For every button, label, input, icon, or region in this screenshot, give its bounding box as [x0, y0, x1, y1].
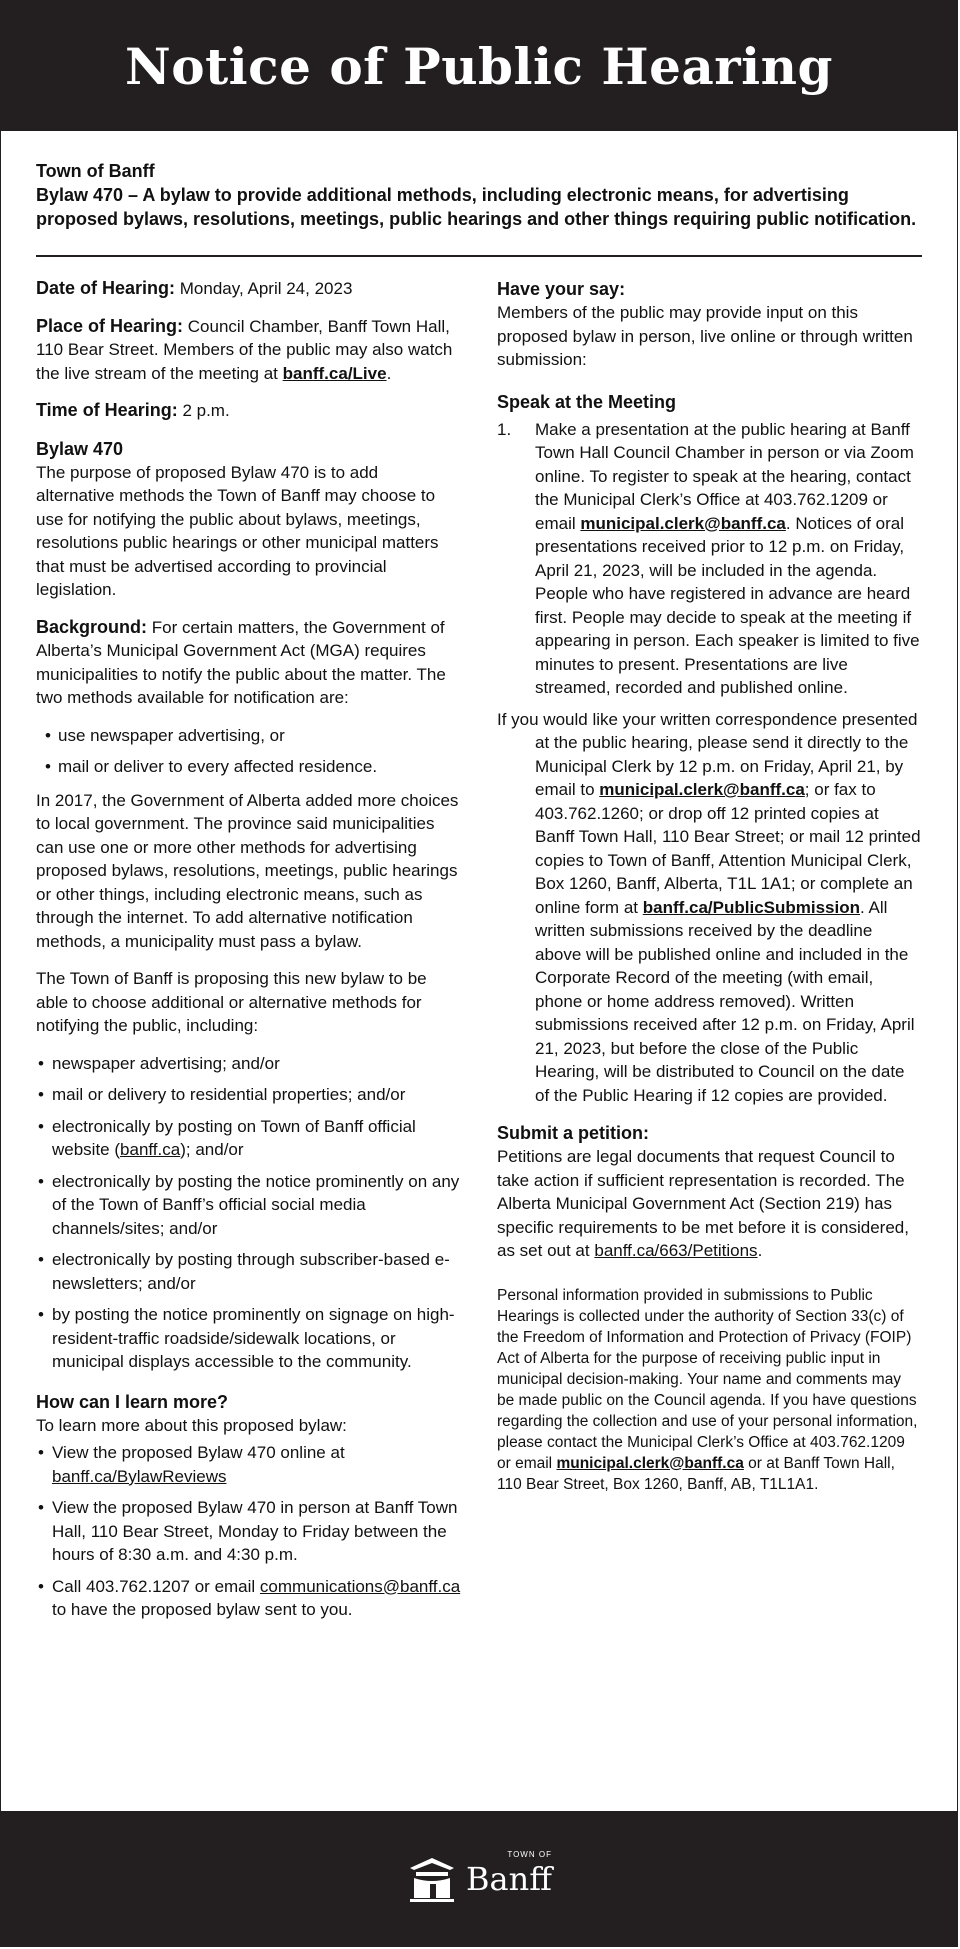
- proposing-list: [36, 1052, 461, 1374]
- petition-body: .: [757, 1241, 763, 1260]
- list-item: [497, 418, 922, 700]
- written-text: ; or fax to 403.762.1260; or drop off 12 printed copies at Banff Town Hall, 110 Bear Street; or mail 12 printed copies to Town of Banff, Attention Municipal Clerk, Box 1260, Banff, Alberta, T1L 1A1; or complete an online form at: [535, 780, 921, 917]
- petition-body: Petitions are legal documents that request Council to take action if sufficient representation is recorded. The Alberta Municipal Government Act (Section 219) has specific requirements to be met before it is considered, as set out at: [497, 1147, 909, 1260]
- written-submission: [497, 708, 922, 1108]
- logo-wordmark: [466, 1849, 552, 1898]
- list-number: 1.: [497, 419, 512, 439]
- clerk-email-link[interactable]: municipal.clerk@banff.ca: [599, 780, 805, 799]
- bylaw-title: Bylaw 470 – A bylaw to provide additional methods, including electronic means, for advertising proposed bylaws, resolutions, meetings, public hearings and other things requiring public notification.: [36, 185, 917, 229]
- written-text: . All written submissions received by the deadline above will be published online and included in the Corporate Record of the meeting (with email, phone or home address removed). Written submissions received after 12 p.m. on Friday, April 21, 2023, but before the close of the Public Hearing, will be distributed to Council on the date of the Public Hearing if 12 copies are provided.: [535, 897, 915, 1105]
- background: [36, 616, 461, 710]
- privacy-text: Personal information provided in submissions to Public Hearings is collected under the authority of Section 33(c) of the Freedom of Information and Protection of Privacy (FOIP) Act of Alberta for the purpose of receiving public input in municipal decision-making. Your name and comments may be made public on the Council agenda. If you have questions regarding the collection and use of your personal information, please contact the Municipal Clerk’s Office at 403.762.1209 or email: [497, 1286, 918, 1472]
- list-item: • newspaper advertising; and/or: [36, 1052, 461, 1076]
- paragraph-2017: In 2017, the Government of Alberta added more choices to local government. The province said municipalities can use one or more other methods for advertising proposed bylaws, resolutions, meetings, public hearings or other things, including electronic means, such as through the internet. To add alternative notification methods, a municipality must pass a bylaw.: [36, 790, 459, 951]
- bylaw-heading: Bylaw 470: [36, 438, 124, 459]
- list-text: ); and/or: [180, 1140, 244, 1159]
- public-submission-link[interactable]: banff.ca/PublicSubmission: [642, 897, 860, 917]
- list-text: Call 403.762.1207 or email: [52, 1576, 256, 1596]
- background-label: Background:: [36, 616, 148, 637]
- page-title: Notice of Public Hearing: [125, 36, 833, 96]
- content-columns: [1, 277, 957, 1632]
- petition-text: [497, 1145, 922, 1263]
- have-your-say-text: Members of the public may provide input on this proposed bylaw in person, live online or through written submission:: [497, 303, 913, 369]
- time-of-hearing: [36, 399, 461, 423]
- privacy-text: or at Banff Town Hall, 110 Bear Street, Box 1260, Banff, AB, T1L1A1.: [497, 1454, 895, 1493]
- list-item: [36, 1441, 461, 1488]
- privacy-notice: [497, 1285, 922, 1495]
- left-column: [36, 277, 461, 1632]
- time-label: Time of Hearing:: [36, 400, 178, 420]
- organization-name: Town of Banff: [36, 161, 155, 181]
- speak-list: [497, 418, 922, 700]
- town-hall-icon: [406, 1854, 458, 1904]
- speak-heading: Speak at the Meeting: [497, 391, 677, 412]
- header-banner: [1, 1, 957, 131]
- list-text: View the proposed Bylaw 470 online at: [52, 1443, 345, 1462]
- have-your-say-heading: Have your say:: [497, 279, 626, 299]
- date-value: Monday, April 24, 2023: [179, 279, 353, 298]
- right-column: [497, 277, 922, 1632]
- background-list: [36, 724, 461, 779]
- website-link[interactable]: banff.ca: [120, 1140, 181, 1159]
- time-value: 2 p.m.: [182, 401, 230, 420]
- divider: [36, 255, 922, 257]
- logo-text: Banff: [466, 1859, 552, 1898]
- list-item: • by posting the notice prominently on signage on high-resident-traffic roadside/sidewalk locations, or municipal displays accessible to the community.: [36, 1303, 461, 1374]
- written-text: If you would like your written correspondence presented at the public hearing, please send it directly to the Municipal Clerk by 12 p.m. on Friday, April 21, by email to: [497, 709, 918, 799]
- list-item: • electronically by posting through subscriber-based e-newsletters; and/or: [36, 1248, 461, 1295]
- background-text: For certain matters, the Government of Alberta’s Municipal Government Act (MGA) requires municipalities to notify the public about the matter. The two methods available for notification are:: [36, 617, 446, 707]
- learn-more-intro: To learn more about this proposed bylaw:: [36, 1415, 347, 1435]
- list-item: • mail or delivery to residential properties; and/or: [36, 1083, 461, 1107]
- bylaw-purpose: The purpose of proposed Bylaw 470 is to add alternative methods the Town of Banff may choose to use for notifying the public about bylaws, meetings, resolutions public hearings or other municipal matters that must be advertised according to provincial legislation.: [36, 462, 439, 599]
- list-item: • electronically by posting the notice prominently on any of the Town of Banff’s official social media channels/sites; and/or: [36, 1170, 461, 1241]
- live-stream-link[interactable]: banff.ca/Live: [282, 363, 387, 383]
- clerk-email-link[interactable]: municipal.clerk@banff.ca: [580, 513, 786, 533]
- list-item: [36, 1115, 461, 1162]
- learn-more-heading: How can I learn more?: [36, 1391, 229, 1412]
- list-text: to have the proposed bylaw sent to you.: [52, 1600, 353, 1619]
- date-of-hearing: [36, 277, 461, 301]
- learn-more-list: [36, 1441, 461, 1622]
- petition-heading: Submit a petition:: [497, 1123, 649, 1143]
- place-label: Place of Hearing:: [36, 315, 184, 336]
- list-item: • mail or deliver to every affected residence.: [36, 755, 461, 779]
- intro: [1, 131, 957, 231]
- list-text: . Notices of oral presentations received prior to 12 p.m. on Friday, April 21, 2023, will be included in the agenda. People who have registered in advance are heard first. People may decide to speak at the meeting if appearing in person. Each speaker is limited to five minutes to present. Presentations are live streamed, recorded and published online.: [535, 513, 920, 697]
- list-text: Make a presentation at the public hearing at Banff Town Hall Council Chamber in person or via Zoom online. To register to speak at the hearing, contact the Municipal Clerk’s Office at 403.762.1209 or email: [535, 419, 914, 533]
- logo-small-text: TOWN OF: [507, 1849, 552, 1859]
- list-item: [36, 1575, 461, 1622]
- clerk-email-link[interactable]: municipal.clerk@banff.ca: [556, 1454, 744, 1472]
- place-of-hearing: Place of Hearing: Council Chamber, Banff Town Hall, 110 Bear Street. Members of the public may also watch the live stream of the meeting at banff.ca/Live.: [36, 315, 453, 383]
- communications-email-link[interactable]: communications@banff.ca: [259, 1576, 461, 1596]
- bylaw-reviews-link[interactable]: banff.ca/BylawReviews: [52, 1466, 227, 1486]
- town-logo: [406, 1849, 552, 1904]
- footer-banner: [1, 1811, 957, 1946]
- date-label: Date of Hearing:: [36, 278, 176, 298]
- list-item: • use newspaper advertising, or: [36, 724, 461, 748]
- list-text: electronically by posting on Town of Banff official website (: [52, 1116, 416, 1159]
- place-value: Council Chamber, Banff Town Hall, 110 Bear Street. Members of the public may also watch the live stream of the meeting at: [36, 316, 453, 383]
- petitions-link[interactable]: banff.ca/663/Petitions: [594, 1241, 758, 1260]
- list-item: • View the proposed Bylaw 470 in person at Banff Town Hall, 110 Bear Street, Monday to Friday between the hours of 8:30 a.m. and 4:30 p.m.: [36, 1496, 461, 1567]
- proposing-intro: The Town of Banff is proposing this new bylaw to be able to choose additional or alternative methods for notifying the public, including:: [36, 969, 427, 1035]
